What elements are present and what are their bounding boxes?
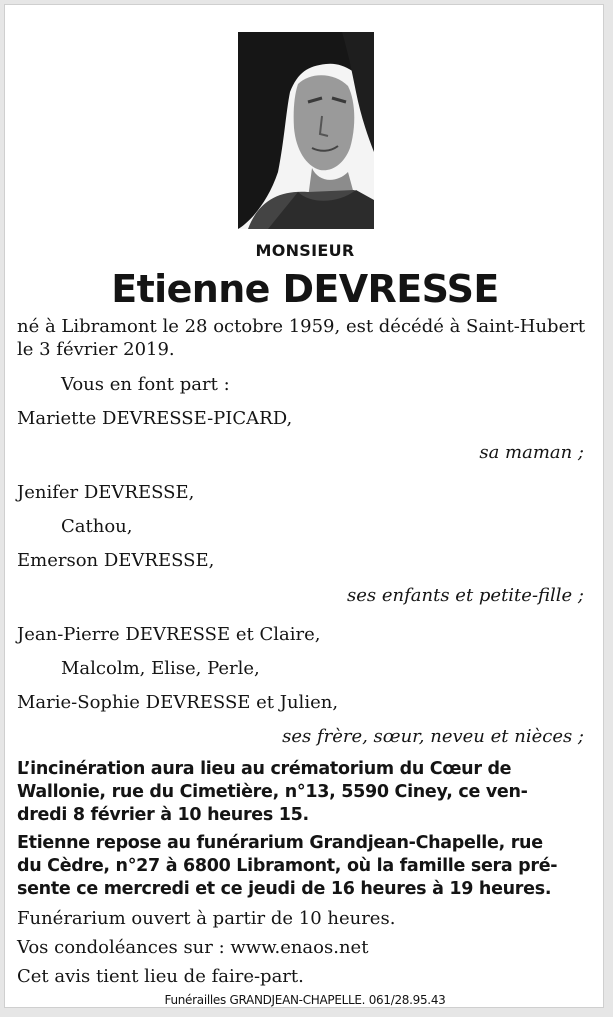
obituary-notice <box>4 4 604 1008</box>
funerarium-text: sente ce mercredi et ce jeudi de 16 heures à 19 heures. <box>17 879 552 899</box>
family-member: Jenifer DEVRESSE, <box>17 482 195 503</box>
relation-label: ses frère, sœur, neveu et nièces ; <box>282 726 584 747</box>
deceased-name: Etienne DEVRESSE <box>111 267 499 311</box>
birth-death-text: né à Libramont le 28 octobre 1959, est décédé à Saint-Hubert <box>17 316 586 337</box>
family-member: Malcolm, Elise, Perle, <box>61 658 260 679</box>
relation-label: ses enfants et petite-fille ; <box>347 585 584 606</box>
family-member: Marie-Sophie DEVRESSE et Julien, <box>17 692 339 713</box>
opening-hours-text: Funérarium ouvert à partir de 10 heures. <box>17 908 396 929</box>
cremation-text: Wallonie, rue du Cimetière, n°13, 5590 Ciney, ce ven- <box>17 782 528 802</box>
relation-label: sa maman ; <box>479 442 584 463</box>
honorific: MONSIEUR <box>255 241 355 260</box>
cremation-text: dredi 8 février à 10 heures 15. <box>17 805 309 825</box>
family-member: Cathou, <box>61 516 133 537</box>
condolences-text: Vos condoléances sur : www.enaos.net <box>17 937 369 958</box>
funeral-home-footer: Funérailles GRANDJEAN-CHAPELLE. 061/28.95.43 <box>164 993 446 1007</box>
family-member: Jean-Pierre DEVRESSE et Claire, <box>17 624 321 645</box>
funerarium-text: du Cèdre, n°27 à 6800 Libramont, où la famille sera pré- <box>17 856 558 876</box>
family-member: Emerson DEVRESSE, <box>17 550 215 571</box>
cremation-text: L’incinération aura lieu au crématorium du Cœur de <box>17 759 512 779</box>
portrait-photo <box>238 32 374 229</box>
announce-text: Vous en font part : <box>61 374 230 395</box>
family-member: Mariette DEVRESSE-PICARD, <box>17 408 293 429</box>
notice-note: Cet avis tient lieu de faire-part. <box>17 966 304 987</box>
birth-death-text: le 3 février 2019. <box>17 339 175 360</box>
funerarium-text: Etienne repose au funérarium Grandjean-Chapelle, rue <box>17 833 543 853</box>
portrait-image <box>238 32 374 229</box>
